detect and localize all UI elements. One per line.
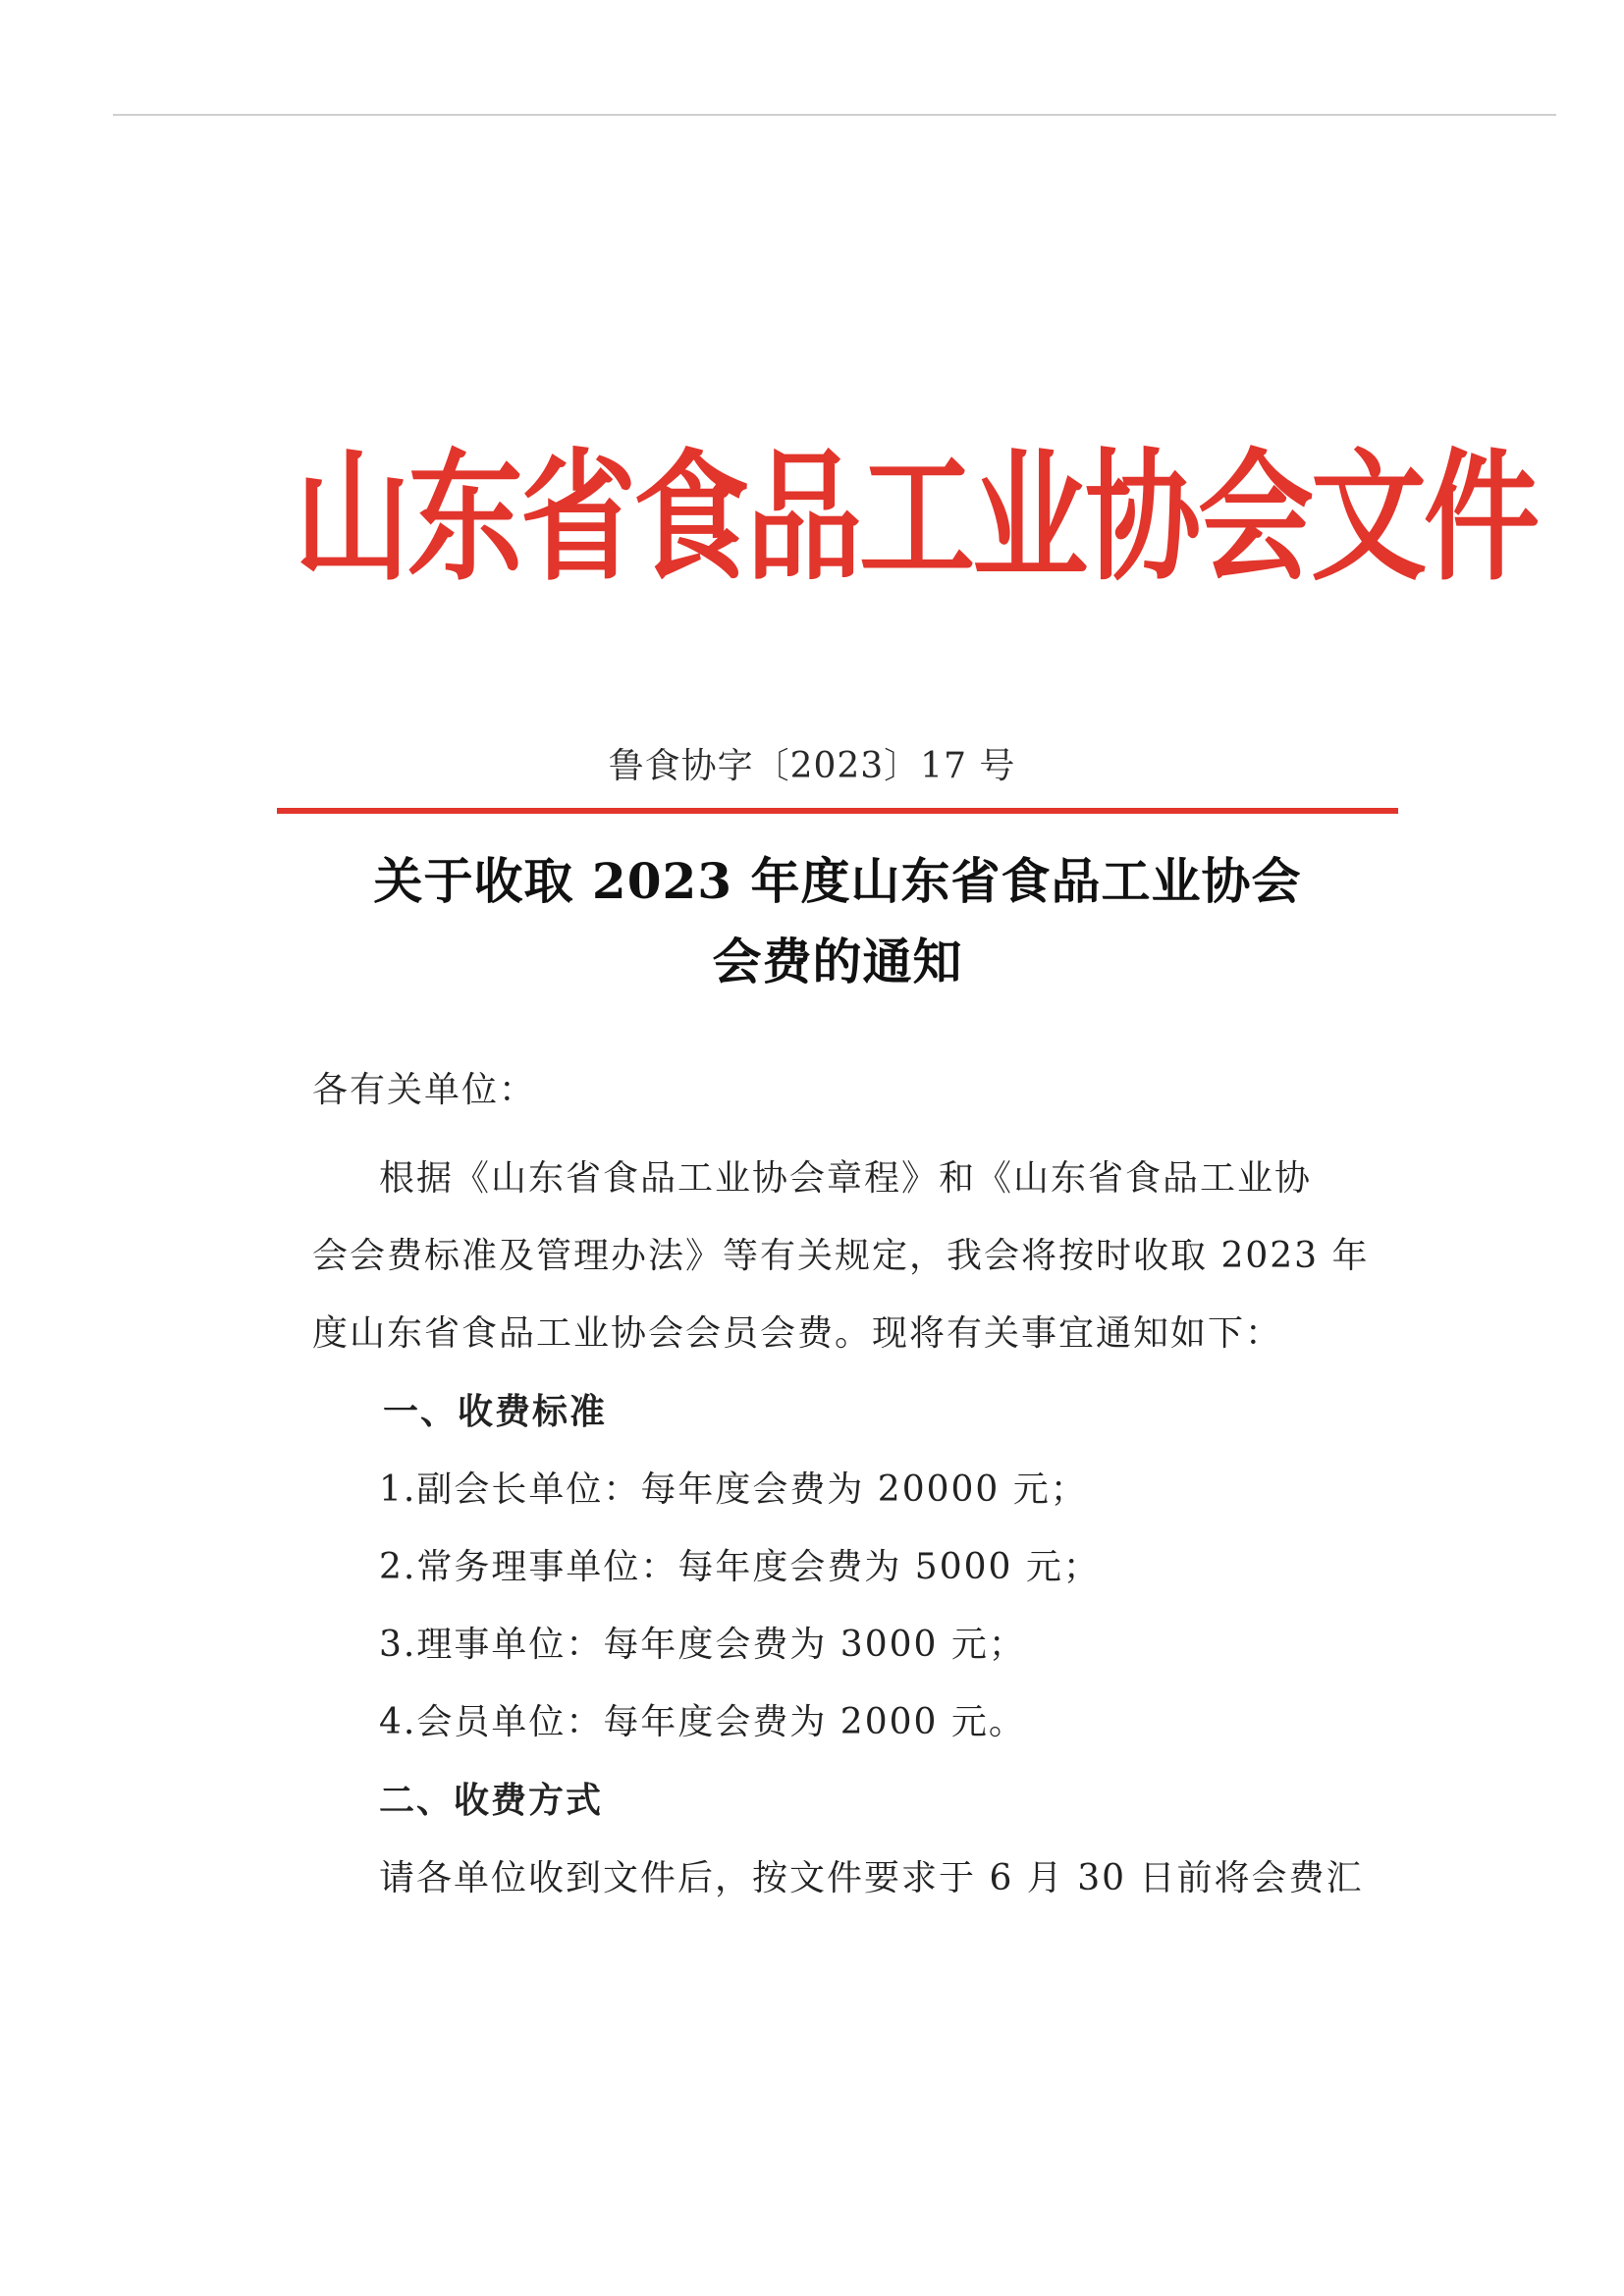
fee-item-member: 4.会员单位：每年度会费为 2000 元。 xyxy=(379,1702,1026,1742)
fee-item-vice-president: 1.副会长单位：每年度会费为 20000 元； xyxy=(379,1469,1088,1510)
fee-item-standing-director: 2.常务理事单位：每年度会费为 5000 元； xyxy=(379,1547,1101,1587)
section-heading-payment-method: 二、收费方式 xyxy=(379,1780,604,1821)
document-number: 鲁食协字〔2023〕17 号 xyxy=(608,746,1016,786)
payment-line-1: 请各单位收到文件后，按文件要求于 6 月 30 日前将会费汇 xyxy=(379,1858,1364,1898)
intro-line-3: 度山东省食品工业协会会员会费。现将有关事宜通知如下： xyxy=(312,1313,1283,1354)
section-heading-fee-standard: 一、收费标准 xyxy=(383,1391,608,1432)
salutation: 各有关单位： xyxy=(312,1070,537,1110)
masthead-title: 山东省食品工业协会文件 xyxy=(295,434,1538,601)
notice-title-line-2: 会费的通知 xyxy=(712,933,963,990)
intro-line-2: 会会费标准及管理办法》等有关规定，我会将按时收取 2023 年 xyxy=(312,1236,1370,1276)
red-divider xyxy=(277,808,1398,814)
notice-title-line-1: 关于收取 2023 年度山东省食品工业协会 xyxy=(373,852,1302,910)
fee-item-director: 3.理事单位：每年度会费为 3000 元； xyxy=(379,1625,1026,1665)
intro-line-1: 根据《山东省食品工业协会章程》和《山东省食品工业协 xyxy=(379,1158,1313,1199)
scan-edge-line xyxy=(113,114,1556,116)
